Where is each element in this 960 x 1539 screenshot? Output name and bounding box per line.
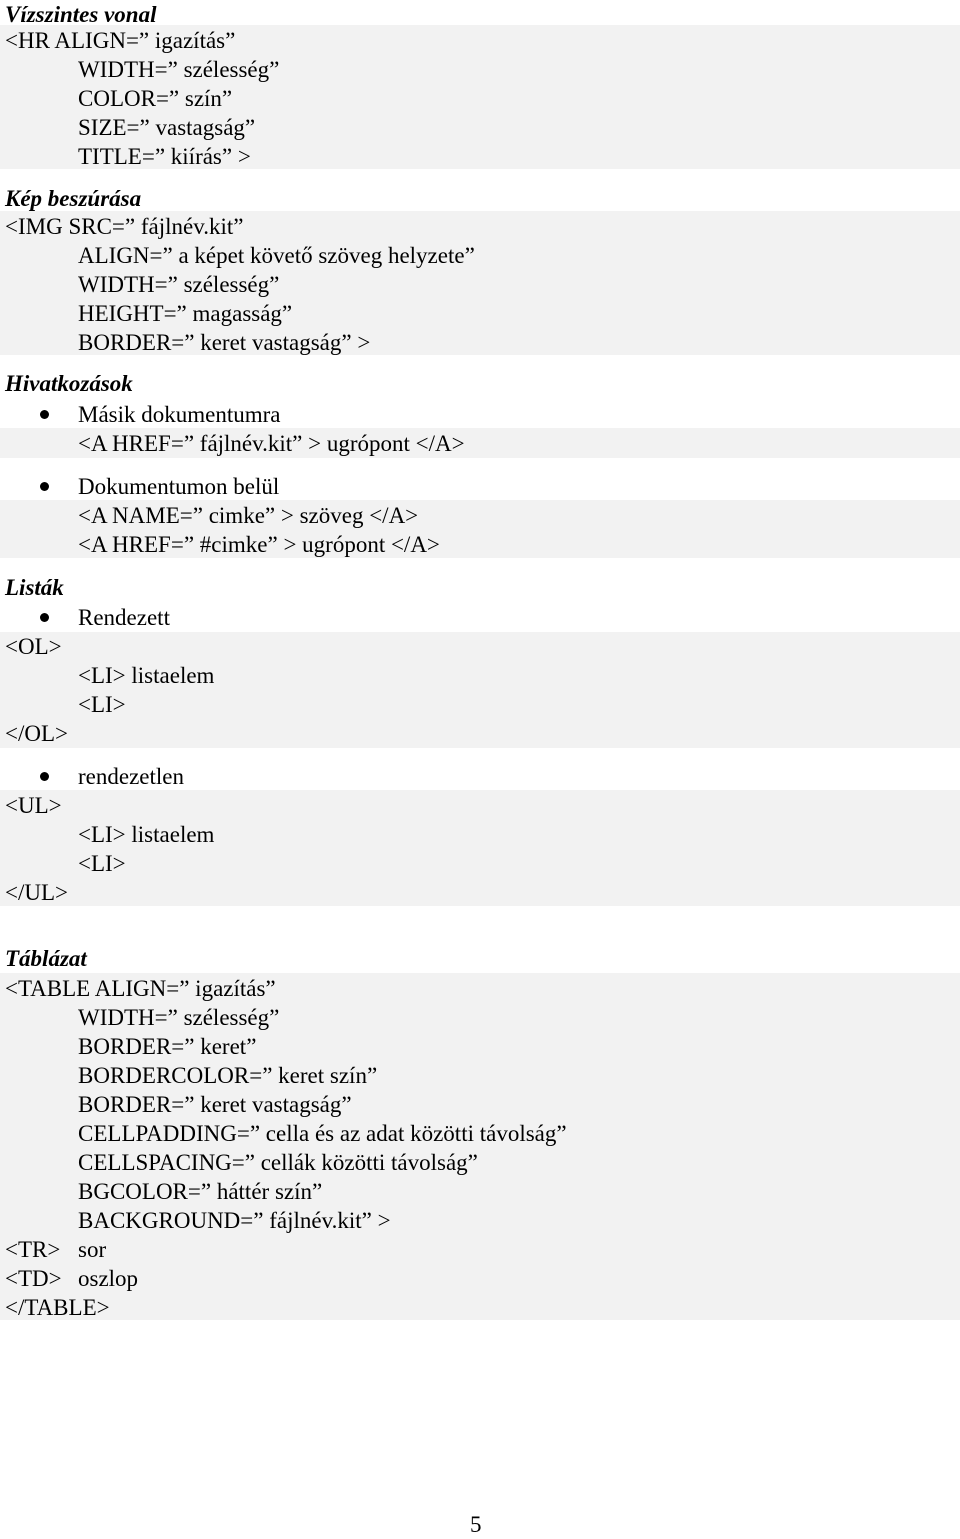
- code-line: <OL>: [5, 634, 62, 659]
- code-line: <LI>: [78, 692, 126, 717]
- code-tag: <TD>: [5, 1266, 62, 1291]
- section-heading-lists: Listák: [5, 575, 64, 600]
- code-line: <LI>: [78, 851, 126, 876]
- code-line: COLOR=” szín”: [78, 86, 233, 111]
- bullet-icon: [40, 772, 49, 781]
- list-item-label: Másik dokumentumra: [78, 402, 281, 427]
- code-line: BACKGROUND=” fájlnév.kit” >: [78, 1208, 391, 1233]
- code-line: <TABLE ALIGN=” igazítás”: [5, 976, 276, 1001]
- code-line: </TABLE>: [5, 1295, 110, 1320]
- code-line: <A HREF=” fájlnév.kit” > ugrópont </A>: [78, 431, 465, 456]
- bullet-icon: [40, 482, 49, 491]
- list-item-label: Dokumentumon belül: [78, 474, 280, 499]
- page-number: 5: [470, 1512, 482, 1537]
- code-desc: oszlop: [78, 1266, 139, 1291]
- code-line: BGCOLOR=” háttér szín”: [78, 1179, 323, 1204]
- code-line: </OL>: [5, 721, 68, 746]
- code-line: SIZE=” vastagság”: [78, 115, 256, 140]
- code-line: BORDERCOLOR=” keret szín”: [78, 1063, 378, 1088]
- code-line: <IMG SRC=” fájlnév.kit”: [5, 214, 244, 239]
- shade-ol: [0, 632, 960, 748]
- code-line: </UL>: [5, 880, 68, 905]
- code-line: <LI> listaelem: [78, 663, 215, 688]
- code-line: <A HREF=” #cimke” > ugrópont </A>: [78, 532, 440, 557]
- section-heading-hr: Vízszintes vonal: [5, 2, 157, 27]
- list-item-label: Rendezett: [78, 605, 170, 630]
- code-line: WIDTH=” szélesség”: [78, 1005, 280, 1030]
- code-line: <A NAME=” cimke” > szöveg </A>: [78, 503, 419, 528]
- list-item-label: rendezetlen: [78, 764, 184, 789]
- bullet-icon: [40, 410, 49, 419]
- code-line: TITLE=” kiírás” >: [78, 144, 251, 169]
- code-line: BORDER=” keret”: [78, 1034, 257, 1059]
- code-line: ALIGN=” a képet követő szöveg helyzete”: [78, 243, 475, 268]
- code-line: WIDTH=” szélesség”: [78, 272, 280, 297]
- code-line: <UL>: [5, 793, 62, 818]
- section-heading-table: Táblázat: [5, 946, 87, 971]
- code-line: CELLSPACING=” cellák közötti távolság”: [78, 1150, 478, 1175]
- section-heading-links: Hivatkozások: [5, 371, 133, 396]
- code-line: <LI> listaelem: [78, 822, 215, 847]
- code-tag: <TR>: [5, 1237, 61, 1262]
- code-desc: sor: [78, 1237, 107, 1262]
- bullet-icon: [40, 613, 49, 622]
- code-line: HEIGHT=” magasság”: [78, 301, 293, 326]
- code-line: CELLPADDING=” cella és az adat közötti távolság”: [78, 1121, 567, 1146]
- code-line: BORDER=” keret vastagság”: [78, 1092, 352, 1117]
- section-heading-img: Kép beszúrása: [5, 186, 142, 211]
- code-line: BORDER=” keret vastagság” >: [78, 330, 371, 355]
- code-line: WIDTH=” szélesség”: [78, 57, 280, 82]
- code-line: <HR ALIGN=” igazítás”: [5, 28, 236, 53]
